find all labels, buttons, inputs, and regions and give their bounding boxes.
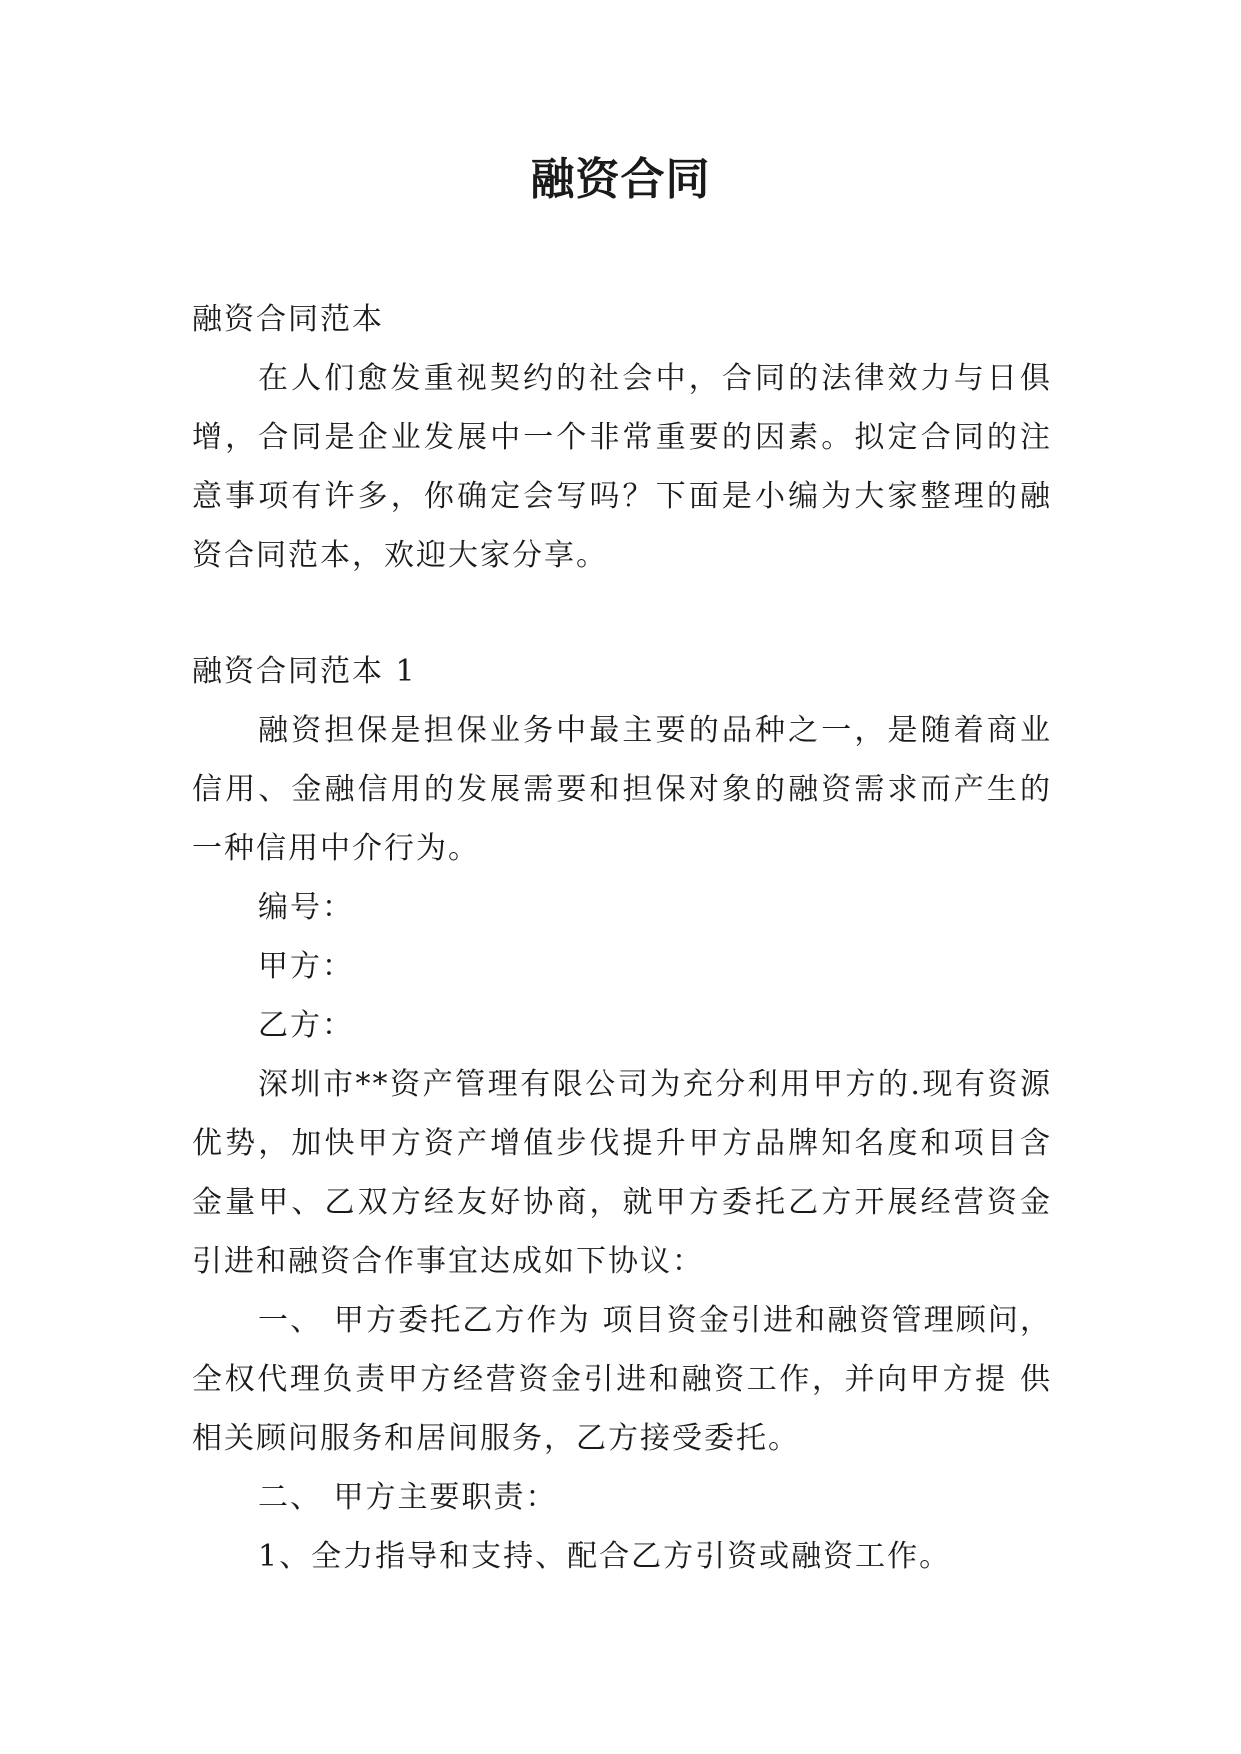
spacer <box>192 585 1052 642</box>
body-paragraph: 深圳市**资产管理有限公司为充分利用甲方的.现有资源优势，加快甲方资产增值步伐提升甲方品牌知名度和项目含金量甲、乙双方经友好协商，就甲方委托乙方开展经营资金引进和融资合作事宜达成如下协议： <box>192 1067 1052 1279</box>
document-title: 融资合同 <box>530 154 711 205</box>
intro-paragraph: 在人们愈发重视契约的社会中，合同的法律效力与日俱增，合同是企业发展中一个非常重要的因素。拟定合同的注意事项有许多，你确定会写吗？下面是小编为大家整理的融资合同范本，欢迎大家分享。 <box>192 361 1052 573</box>
field-party-a: 甲方： <box>258 949 354 984</box>
section-heading: 融资合同范本 <box>192 302 384 337</box>
clause-2: 二、 甲方主要职责： <box>258 1480 558 1515</box>
clause-1: 一、 甲方委托乙方作为 项目资金引进和融资管理顾问，全权代理负责甲方经营资金引进和融资工作，并向甲方提 供相关顾问服务和居间服务，乙方接受委托。 <box>192 1303 1052 1456</box>
field-party-b: 乙方： <box>258 1008 354 1043</box>
body-paragraph: 融资担保是担保业务中最主要的品种之一，是随着商业信用、金融信用的发展需要和担保对象的融资需求而产生的一种信用中介行为。 <box>192 713 1052 866</box>
section-heading-1: 融资合同范本 1 <box>192 654 417 689</box>
list-item: 1、全力指导和支持、配合乙方引资或融资工作。 <box>258 1539 952 1574</box>
field-number: 编号： <box>258 890 354 925</box>
document-body <box>192 290 1052 1586</box>
